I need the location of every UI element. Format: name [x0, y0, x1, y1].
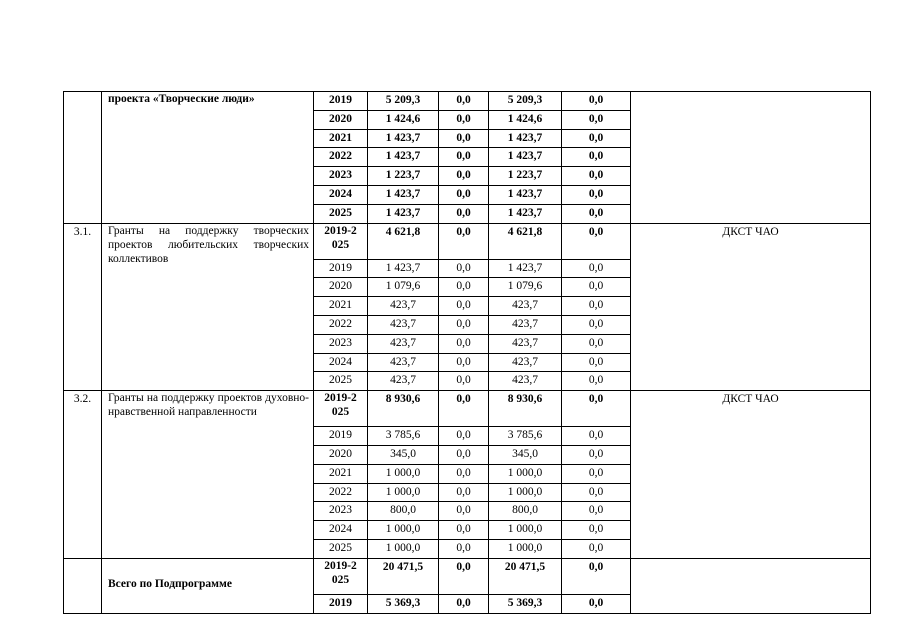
- regional-value: 1 423,7: [489, 259, 562, 278]
- responsible-executor: [631, 558, 871, 613]
- year-cell: 2019-2025: [314, 223, 368, 259]
- year-cell: 2019: [314, 594, 368, 613]
- regional-value: 423,7: [489, 372, 562, 391]
- year-cell: 2022: [314, 148, 368, 167]
- year-cell: 2019: [314, 427, 368, 446]
- regional-value: 20 471,5: [489, 558, 562, 594]
- total-value: 423,7: [368, 297, 439, 316]
- regional-value: 1 423,7: [489, 129, 562, 148]
- year-cell: 2025: [314, 539, 368, 558]
- federal-value: 0,0: [439, 110, 489, 129]
- other-value: 0,0: [562, 297, 631, 316]
- year-cell: 2024: [314, 185, 368, 204]
- regional-value: 5 209,3: [489, 92, 562, 111]
- federal-value: 0,0: [439, 427, 489, 446]
- measure-name-cell: [102, 92, 314, 224]
- total-value: 423,7: [368, 334, 439, 353]
- regional-value: 345,0: [489, 445, 562, 464]
- other-value: 0,0: [562, 427, 631, 446]
- budget-table: [63, 91, 871, 614]
- federal-value: 0,0: [439, 372, 489, 391]
- year-cell: 2023: [314, 502, 368, 521]
- total-value: 1 423,7: [368, 129, 439, 148]
- other-value: 0,0: [562, 558, 631, 594]
- other-value: 0,0: [562, 92, 631, 111]
- other-value: 0,0: [562, 391, 631, 427]
- year-cell: 2020: [314, 110, 368, 129]
- measure-name-cell: [102, 223, 314, 391]
- year-cell: 2025: [314, 204, 368, 223]
- other-value: 0,0: [562, 110, 631, 129]
- regional-value: 1 000,0: [489, 464, 562, 483]
- total-value: 345,0: [368, 445, 439, 464]
- other-value: 0,0: [562, 594, 631, 613]
- other-value: 0,0: [562, 185, 631, 204]
- regional-value: 423,7: [489, 334, 562, 353]
- federal-value: 0,0: [439, 148, 489, 167]
- other-value: 0,0: [562, 315, 631, 334]
- year-cell: 2020: [314, 278, 368, 297]
- total-value: 1 000,0: [368, 521, 439, 540]
- year-cell: 2023: [314, 167, 368, 186]
- total-value: 3 785,6: [368, 427, 439, 446]
- other-value: 0,0: [562, 464, 631, 483]
- other-value: 0,0: [562, 223, 631, 259]
- year-cell: 2022: [314, 315, 368, 334]
- regional-value: 800,0: [489, 502, 562, 521]
- total-value: 20 471,5: [368, 558, 439, 594]
- row-number: 3.2.: [64, 391, 102, 559]
- table-row: [64, 92, 871, 111]
- year-cell: 2019: [314, 92, 368, 111]
- year-cell: 2024: [314, 353, 368, 372]
- year-cell: 2021: [314, 464, 368, 483]
- total-value: 800,0: [368, 502, 439, 521]
- total-value: 423,7: [368, 372, 439, 391]
- other-value: 0,0: [562, 502, 631, 521]
- total-value: 1 423,7: [368, 204, 439, 223]
- federal-value: 0,0: [439, 539, 489, 558]
- table-row: [64, 558, 871, 594]
- responsible-executor: ДКСТ ЧАО: [631, 391, 871, 559]
- regional-value: 1 223,7: [489, 167, 562, 186]
- table-row: [64, 223, 871, 259]
- federal-value: 0,0: [439, 464, 489, 483]
- federal-value: 0,0: [439, 521, 489, 540]
- year-cell: 2025: [314, 372, 368, 391]
- federal-value: 0,0: [439, 129, 489, 148]
- regional-value: 423,7: [489, 297, 562, 316]
- total-value: 1 000,0: [368, 483, 439, 502]
- total-value: 5 369,3: [368, 594, 439, 613]
- federal-value: 0,0: [439, 278, 489, 297]
- year-cell: 2021: [314, 129, 368, 148]
- regional-value: 5 369,3: [489, 594, 562, 613]
- year-cell: 2023: [314, 334, 368, 353]
- federal-value: 0,0: [439, 353, 489, 372]
- total-value: 1 423,7: [368, 259, 439, 278]
- regional-value: 4 621,8: [489, 223, 562, 259]
- other-value: 0,0: [562, 278, 631, 297]
- other-value: 0,0: [562, 445, 631, 464]
- total-value: 4 621,8: [368, 223, 439, 259]
- federal-value: 0,0: [439, 92, 489, 111]
- row-number: [64, 558, 102, 613]
- federal-value: 0,0: [439, 391, 489, 427]
- measure-name: проекта «Творческие люди»: [108, 93, 255, 105]
- regional-value: 3 785,6: [489, 427, 562, 446]
- other-value: 0,0: [562, 353, 631, 372]
- federal-value: 0,0: [439, 167, 489, 186]
- other-value: 0,0: [562, 148, 631, 167]
- federal-value: 0,0: [439, 502, 489, 521]
- regional-value: 1 000,0: [489, 483, 562, 502]
- total-value: 1 223,7: [368, 167, 439, 186]
- responsible-executor: [631, 92, 871, 224]
- regional-value: 1 000,0: [489, 539, 562, 558]
- total-value: 8 930,6: [368, 391, 439, 427]
- total-value: 1 000,0: [368, 464, 439, 483]
- total-value: 423,7: [368, 315, 439, 334]
- regional-value: 423,7: [489, 353, 562, 372]
- federal-value: 0,0: [439, 259, 489, 278]
- other-value: 0,0: [562, 521, 631, 540]
- year-cell: 2024: [314, 521, 368, 540]
- federal-value: 0,0: [439, 204, 489, 223]
- row-number: 3.1.: [64, 223, 102, 391]
- year-cell: 2022: [314, 483, 368, 502]
- table-row: [64, 391, 871, 427]
- other-value: 0,0: [562, 334, 631, 353]
- regional-value: 1 424,6: [489, 110, 562, 129]
- year-cell: 2021: [314, 297, 368, 316]
- year-cell: 2020: [314, 445, 368, 464]
- federal-value: 0,0: [439, 483, 489, 502]
- other-value: 0,0: [562, 372, 631, 391]
- regional-value: 423,7: [489, 315, 562, 334]
- federal-value: 0,0: [439, 315, 489, 334]
- regional-value: 1 423,7: [489, 148, 562, 167]
- row-number: [64, 92, 102, 224]
- other-value: 0,0: [562, 129, 631, 148]
- other-value: 0,0: [562, 259, 631, 278]
- regional-value: 1 079,6: [489, 278, 562, 297]
- federal-value: 0,0: [439, 558, 489, 594]
- federal-value: 0,0: [439, 185, 489, 204]
- federal-value: 0,0: [439, 445, 489, 464]
- total-value: 1 424,6: [368, 110, 439, 129]
- total-value: 1 000,0: [368, 539, 439, 558]
- other-value: 0,0: [562, 167, 631, 186]
- regional-value: 1 423,7: [489, 185, 562, 204]
- responsible-executor: ДКСТ ЧАО: [631, 223, 871, 391]
- measure-name: Всего по Подпрограмме: [108, 577, 232, 590]
- measure-name-cell: [102, 391, 314, 559]
- measure-name-cell: [102, 558, 314, 613]
- regional-value: 1 423,7: [489, 204, 562, 223]
- other-value: 0,0: [562, 483, 631, 502]
- federal-value: 0,0: [439, 223, 489, 259]
- measure-name: Гранты на поддержку творческих проектов любительских творческих коллективов: [108, 224, 309, 265]
- regional-value: 8 930,6: [489, 391, 562, 427]
- total-value: 1 423,7: [368, 185, 439, 204]
- total-value: 1 079,6: [368, 278, 439, 297]
- total-value: 5 209,3: [368, 92, 439, 111]
- budget-table-body: [64, 92, 871, 614]
- total-value: 1 423,7: [368, 148, 439, 167]
- other-value: 0,0: [562, 539, 631, 558]
- year-cell: 2019-2025: [314, 558, 368, 594]
- federal-value: 0,0: [439, 334, 489, 353]
- total-value: 423,7: [368, 353, 439, 372]
- federal-value: 0,0: [439, 297, 489, 316]
- measure-name: Гранты на поддержку проектов духовно-нравственной направленности: [108, 392, 309, 419]
- year-cell: 2019: [314, 259, 368, 278]
- year-cell: 2019-2025: [314, 391, 368, 427]
- federal-value: 0,0: [439, 594, 489, 613]
- regional-value: 1 000,0: [489, 521, 562, 540]
- other-value: 0,0: [562, 204, 631, 223]
